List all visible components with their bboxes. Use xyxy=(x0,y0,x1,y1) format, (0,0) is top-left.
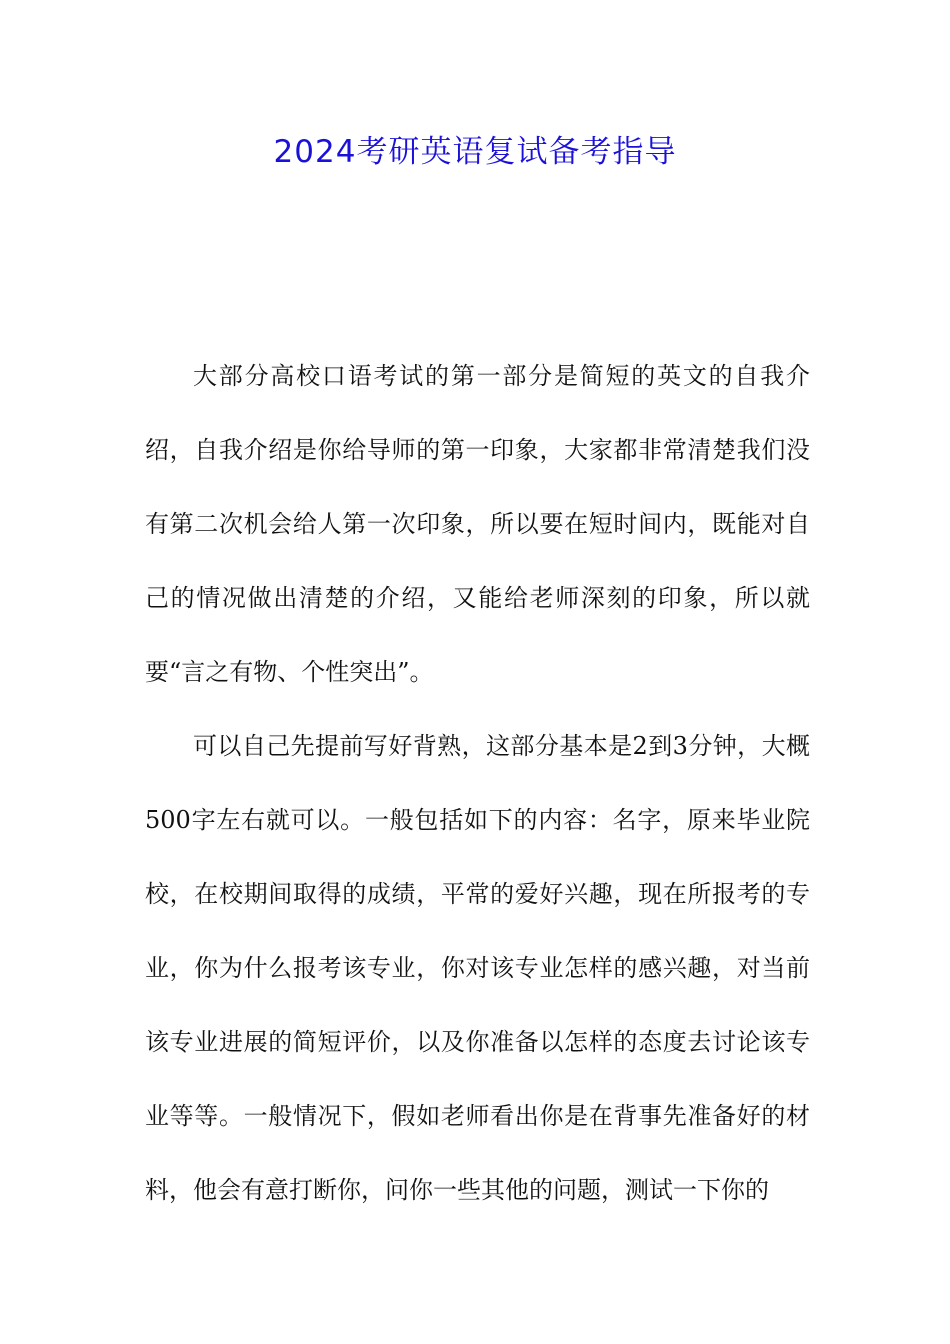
document-body xyxy=(145,339,810,1227)
paragraph-2: 可以自己先提前写好背熟，这部分基本是2到3分钟，大概500字左右就可以。一般包括如下的内容：名字，原来毕业院校，在校期间取得的成绩，平常的爱好兴趣，现在所报考的专业，你为什么报考该专业，你对该专业怎样的感兴趣，对当前该专业进展的简短评价，以及你准备以怎样的态度去讨论该专业等等。一般情况下，假如老师看出你是在背事先准备好的材料，他会有意打断你，问你一些其他的问题，测试一下你的 xyxy=(145,732,810,1204)
paragraph-1: 大部分高校口语考试的第一部分是简短的英文的自我介绍，自我介绍是你给导师的第一印象，大家都非常清楚我们没有第二次机会给人第一次印象，所以要在短时间内，既能对自己的情况做出清楚的介绍，又能给老师深刻的印象，所以就要“言之有物、个性突出”。 xyxy=(145,362,810,686)
document-title: 2024考研英语复试备考指导 xyxy=(273,134,677,170)
